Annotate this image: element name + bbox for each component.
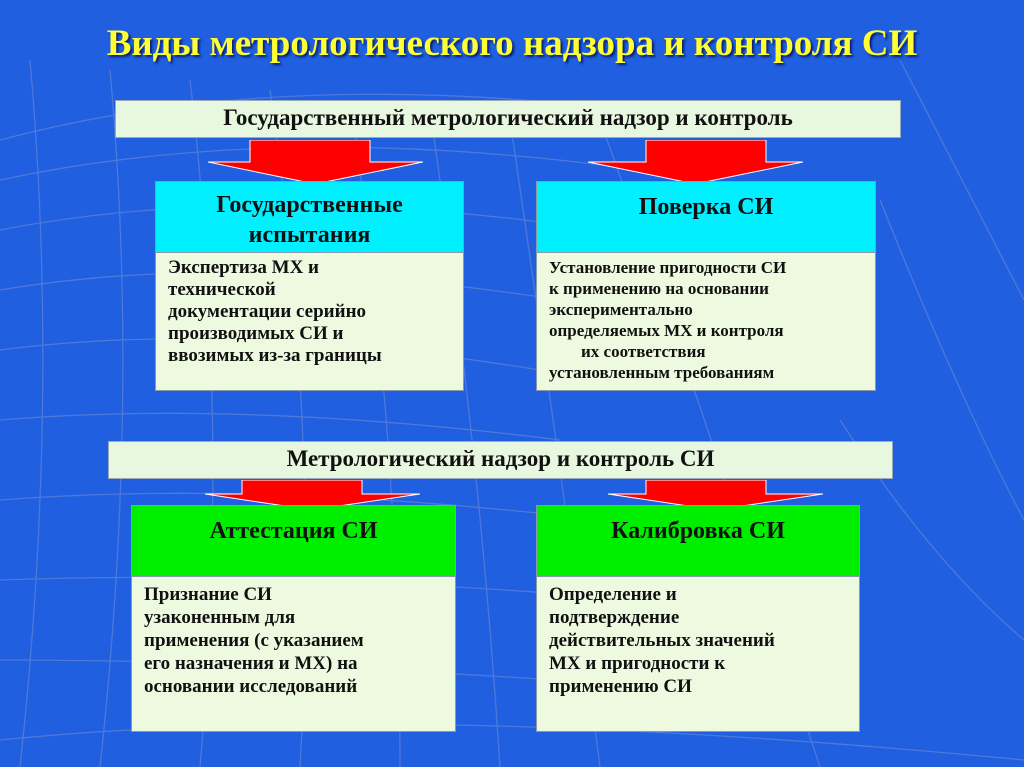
top-bar-state-supervision: Государственный метрологический надзор и контроль — [115, 100, 901, 138]
box-attestation — [131, 505, 456, 732]
box-attestation-heading: Аттестация СИ — [132, 506, 455, 577]
box-calibration-heading: Калибровка СИ — [537, 506, 859, 577]
box-state-tests-text: Экспертиза МХ и технической документации серийно производимых СИ и ввозимых из-за границы — [168, 257, 382, 366]
box-calibration-text: Определение и подтверждение действительных значений МХ и пригодности к применению СИ — [549, 584, 775, 697]
box-calibration — [536, 505, 860, 732]
box-verification — [536, 181, 876, 391]
box-verification-heading: Поверка СИ — [537, 182, 875, 253]
box-state-tests-heading: Государственные испытания — [156, 182, 463, 253]
page-title: Виды метрологического надзора и контроля СИ — [106, 23, 918, 64]
box-verification-text: Установление пригодности СИ к применению на основании экспериментально определяемых МХ и контроля их соответствия установленным требованиям — [549, 258, 787, 382]
mid-bar-metrological-supervision: Метрологический надзор и контроль СИ — [108, 441, 893, 479]
arrow-down-icon — [588, 140, 803, 184]
box-state-tests — [155, 181, 464, 391]
arrow-down-icon — [208, 140, 423, 184]
box-attestation-text: Признание СИ узаконенным для применения (с указанием его назначения и МХ) на основании исследований — [144, 584, 364, 697]
